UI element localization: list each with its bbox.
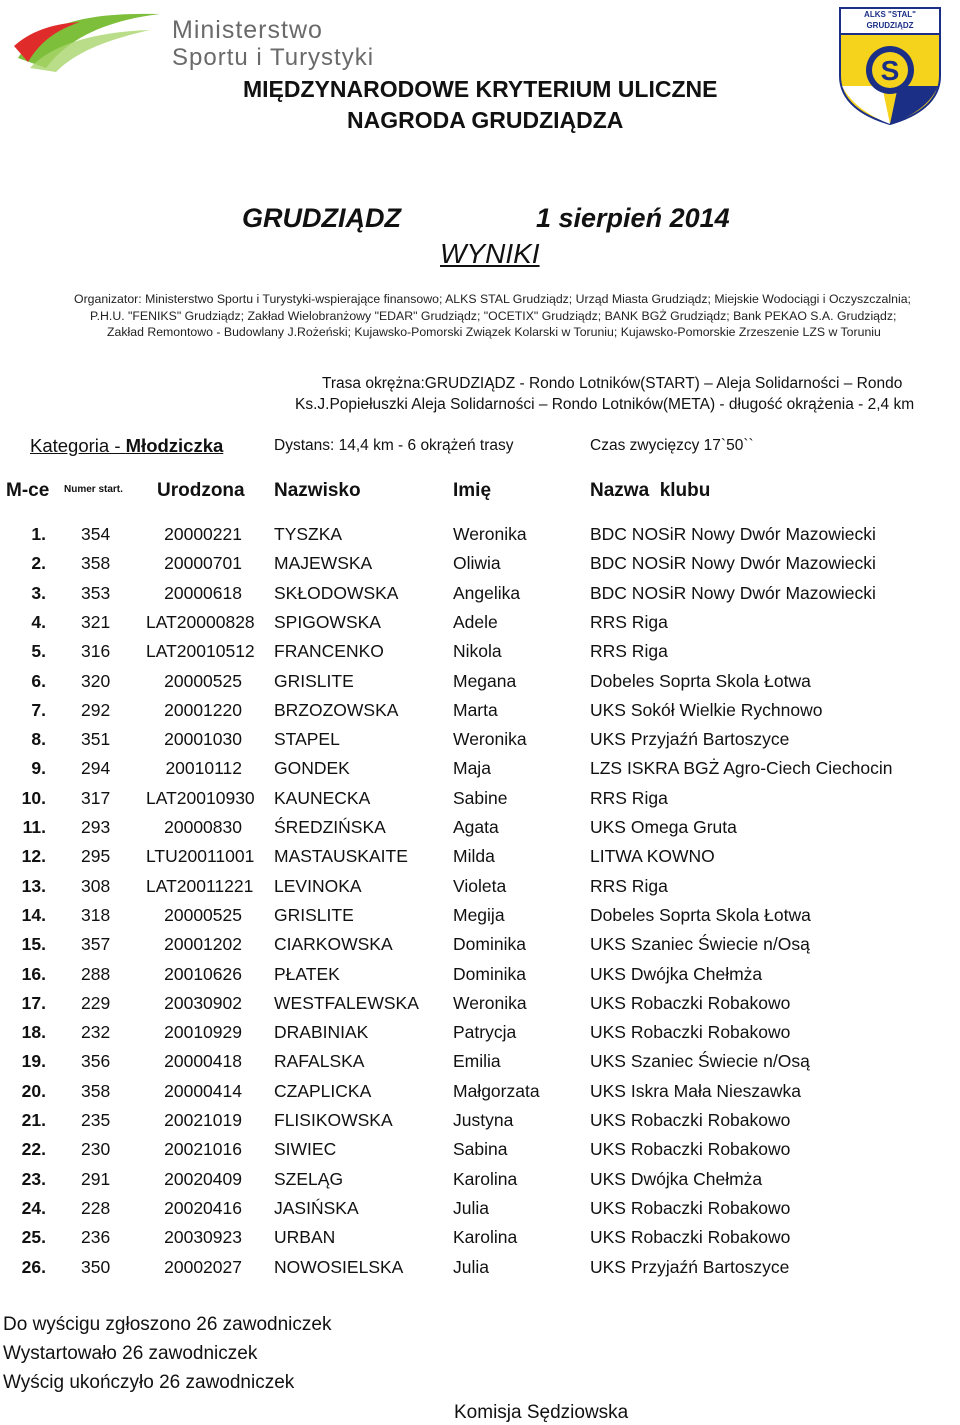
- result-first-name: Oliwia: [453, 553, 501, 574]
- result-last-name: WESTFALEWSKA: [274, 992, 419, 1013]
- result-number: 236: [81, 1227, 111, 1248]
- result-born: 20000418: [164, 1051, 242, 1072]
- result-club: UKS Robaczki Robakowo: [590, 992, 791, 1013]
- result-club: Dobeles Soprta Skola Łotwa: [590, 670, 811, 691]
- result-number: 235: [81, 1110, 111, 1130]
- result-last-name: SKŁODOWSKA: [274, 582, 399, 603]
- result-first-name: Marta: [453, 699, 498, 720]
- table-row: [0, 905, 960, 934]
- result-last-name: STAPEL: [274, 729, 340, 750]
- result-number: 357: [81, 934, 111, 955]
- result-born: 20000830: [164, 817, 242, 837]
- result-born: 20000221: [164, 524, 242, 544]
- event-title-line1: MIĘDZYNARODOWE KRYTERIUM ULICZNE: [243, 76, 718, 102]
- result-last-name: MAJEWSKA: [274, 553, 373, 574]
- result-club: RRS Riga: [590, 787, 668, 808]
- result-number: 358: [81, 553, 111, 574]
- result-place: 2.: [31, 553, 46, 574]
- result-number: 350: [81, 1256, 111, 1277]
- result-first-name: Megija: [453, 904, 505, 925]
- result-born: 20030902: [164, 992, 242, 1013]
- result-last-name: FRANCENKO: [274, 641, 384, 662]
- result-club: UKS Robaczki Robakowo: [590, 1227, 791, 1248]
- finished-count: Wyścig ukończyło 26 zawodniczek: [3, 1372, 295, 1393]
- event-date: 1 sierpień 2014: [536, 203, 730, 233]
- registered-count: Do wyścigu zgłoszono 26 zawodniczek: [3, 1314, 332, 1335]
- column-header-first-name: Imię: [453, 480, 492, 501]
- result-first-name: Sabine: [453, 787, 508, 808]
- result-number: 308: [81, 875, 111, 896]
- started-count: Wystartowało 26 zawodniczek: [3, 1343, 258, 1364]
- result-club: BDC NOSiR Nowy Dwór Mazowiecki: [590, 524, 876, 544]
- column-header-number: Numer start.: [64, 484, 123, 495]
- route-line1: Trasa okrężna:GRUDZIĄDZ - Rondo Lotników(START) – Aleja Solidarności – Rondo: [322, 375, 903, 392]
- organizer-line3: Zakład Remontowo - Budowlany J.Rożeński; Kujawsko-Pomorski Związek Kolarski w Toruniu; Kujawsko-Pomorskie Zrzeszenie LZS w Toruniu: [107, 325, 881, 339]
- result-club: Dobeles Soprta Skola Łotwa: [590, 904, 811, 925]
- event-title-line2: NAGRODA GRUDZIĄDZA: [347, 107, 624, 133]
- result-first-name: Dominika: [453, 934, 526, 955]
- result-born: LAT20010930: [146, 787, 255, 808]
- ministry-swoosh-icon: [10, 6, 170, 76]
- race-distance: Dystans: 14,4 km - 6 okrążeń trasy: [274, 437, 514, 454]
- result-place: 17.: [21, 992, 46, 1013]
- table-row: [0, 553, 960, 582]
- result-place: 25.: [21, 1227, 46, 1248]
- category-prefix: Kategoria -: [30, 435, 126, 456]
- ministry-logo: [10, 6, 375, 76]
- result-last-name: MASTAUSKAITE: [274, 846, 408, 867]
- result-number: 293: [81, 817, 111, 837]
- result-club: RRS Riga: [590, 641, 668, 662]
- result-first-name: Justyna: [453, 1110, 514, 1130]
- club-crest: [838, 6, 942, 126]
- result-born: 20020416: [164, 1197, 242, 1218]
- category-label: [30, 435, 223, 457]
- table-row: [0, 524, 960, 553]
- result-first-name: Angelika: [453, 582, 521, 603]
- result-number: 356: [81, 1051, 111, 1072]
- result-place: 6.: [31, 670, 46, 691]
- result-first-name: Milda: [453, 846, 495, 867]
- result-first-name: Adele: [453, 611, 498, 632]
- result-born: 20000525: [164, 904, 242, 925]
- result-place: 7.: [31, 699, 46, 720]
- table-row: [0, 1110, 960, 1139]
- result-born: LAT20010512: [146, 641, 255, 662]
- result-born: 20001202: [164, 934, 242, 955]
- result-first-name: Karolina: [453, 1227, 518, 1248]
- club-name-line2: GRUDZIĄDZ: [866, 21, 914, 30]
- table-row: [0, 1169, 960, 1198]
- result-number: 291: [81, 1168, 111, 1189]
- table-row: [0, 758, 960, 787]
- table-row: [0, 1081, 960, 1110]
- result-place: 24.: [21, 1197, 46, 1218]
- table-row: [0, 1257, 960, 1286]
- result-first-name: Julia: [453, 1256, 489, 1277]
- result-born: 20001220: [164, 699, 242, 720]
- result-last-name: SZELĄG: [274, 1168, 344, 1189]
- table-row: [0, 876, 960, 905]
- result-place: 21.: [21, 1110, 46, 1130]
- result-place: 5.: [31, 641, 46, 662]
- club-name-line1: ALKS "STAL": [864, 10, 916, 19]
- column-header-born: Urodzona: [157, 480, 245, 501]
- result-last-name: TYSZKA: [274, 524, 343, 544]
- result-last-name: FLISIKOWSKA: [274, 1110, 393, 1130]
- table-row: [0, 964, 960, 993]
- result-first-name: Emilia: [453, 1051, 501, 1072]
- result-last-name: CZAPLICKA: [274, 1080, 372, 1101]
- result-place: 4.: [31, 611, 46, 632]
- result-club: LITWA KOWNO: [590, 846, 715, 867]
- result-first-name: Megana: [453, 670, 517, 691]
- result-club: RRS Riga: [590, 611, 668, 632]
- result-club: UKS Szaniec Świecie n/Osą: [590, 1051, 810, 1072]
- ministry-name-line1: Ministerstwo: [172, 16, 323, 44]
- result-born: 20002027: [164, 1256, 242, 1277]
- result-first-name: Agata: [453, 817, 499, 837]
- table-row: [0, 612, 960, 641]
- result-last-name: NOWOSIELSKA: [274, 1256, 404, 1277]
- result-club: UKS Dwójka Chełmża: [590, 963, 763, 984]
- club-letter: S: [880, 55, 900, 86]
- result-last-name: BRZOZOWSKA: [274, 699, 399, 720]
- result-born: LAT20011221: [146, 875, 254, 896]
- result-born: 20010626: [164, 963, 242, 984]
- result-club: UKS Robaczki Robakowo: [590, 1139, 791, 1160]
- result-last-name: SPIGOWSKA: [274, 611, 381, 632]
- result-first-name: Małgorzata: [453, 1080, 540, 1101]
- result-place: 15.: [21, 934, 46, 955]
- table-row: [0, 846, 960, 875]
- result-number: 295: [81, 846, 111, 867]
- table-row: [0, 729, 960, 758]
- table-row: [0, 817, 960, 846]
- category-name: Młodziczka: [125, 435, 224, 456]
- result-born: 20030923: [164, 1227, 242, 1248]
- table-row: [0, 1198, 960, 1227]
- table-row: [0, 583, 960, 612]
- result-place: 19.: [21, 1051, 46, 1072]
- result-born: 20000414: [164, 1080, 242, 1101]
- result-last-name: KAUNECKA: [274, 787, 371, 808]
- result-born: 20000618: [164, 582, 242, 603]
- result-born: 20000525: [164, 670, 242, 691]
- result-born: 20000701: [164, 553, 242, 574]
- result-number: 292: [81, 699, 111, 720]
- result-last-name: DRABINIAK: [274, 1022, 369, 1043]
- result-number: 228: [81, 1197, 111, 1218]
- result-first-name: Maja: [453, 758, 491, 779]
- result-place: 3.: [31, 582, 46, 603]
- result-place: 22.: [21, 1139, 46, 1160]
- result-last-name: GRISLITE: [274, 670, 354, 691]
- result-place: 16.: [21, 963, 46, 984]
- result-place: 1.: [31, 524, 46, 544]
- column-header-last-name: Nazwisko: [274, 480, 361, 501]
- result-last-name: ŚREDZIŃSKA: [274, 817, 386, 837]
- result-number: 358: [81, 1080, 111, 1101]
- result-last-name: PŁATEK: [274, 963, 340, 984]
- result-number: 288: [81, 963, 111, 984]
- result-born: 20010112: [165, 758, 242, 779]
- result-number: 320: [81, 670, 111, 691]
- result-place: 26.: [21, 1256, 46, 1277]
- result-club: UKS Robaczki Robakowo: [590, 1110, 791, 1130]
- result-club: UKS Przyjaźń Bartoszyce: [590, 1256, 790, 1277]
- result-born: 20010929: [164, 1022, 242, 1043]
- result-number: 294: [81, 758, 111, 779]
- result-last-name: SIWIEC: [274, 1139, 337, 1160]
- result-first-name: Patrycja: [453, 1022, 517, 1043]
- table-row: [0, 641, 960, 670]
- result-place: 14.: [21, 904, 46, 925]
- result-born: LTU20011001: [146, 846, 255, 867]
- result-club: UKS Robaczki Robakowo: [590, 1022, 791, 1043]
- organizer-line2: P.H.U. "FENIKS" Grudziądz; Zakład Wielobranżowy "EDAR" Grudziądz; "OCETIX" Grudziądz; BANK BGŻ Grudziądz; Bank PEKAO S.A. Grudziądz;: [90, 309, 897, 323]
- ministry-name-line2: Sportu i Turystyki: [172, 44, 375, 71]
- result-first-name: Weronika: [453, 729, 527, 750]
- result-club: RRS Riga: [590, 875, 668, 896]
- result-club: BDC NOSiR Nowy Dwór Mazowiecki: [590, 582, 876, 603]
- result-number: 316: [81, 641, 111, 662]
- result-last-name: GONDEK: [274, 758, 350, 779]
- result-last-name: URBAN: [274, 1227, 336, 1248]
- result-place: 13.: [21, 875, 46, 896]
- result-born: 20021019: [164, 1110, 242, 1130]
- result-club: UKS Przyjaźń Bartoszyce: [590, 729, 790, 750]
- result-club: UKS Omega Gruta: [590, 817, 737, 837]
- result-number: 351: [81, 729, 111, 750]
- result-place: 8.: [31, 729, 46, 750]
- result-last-name: RAFALSKA: [274, 1051, 365, 1072]
- column-header-club: Nazwa klubu: [590, 480, 711, 501]
- result-first-name: Dominika: [453, 963, 526, 984]
- event-city: GRUDZIĄDZ: [242, 203, 401, 233]
- result-place: 9.: [31, 758, 46, 779]
- route-line2: Ks.J.Popiełuszki Aleja Solidarności – Rondo Lotników(META) - długość okrążenia - 2,4 km: [295, 396, 915, 413]
- result-club: LZS ISKRA BGŻ Agro-Ciech Ciechocin: [590, 758, 893, 779]
- result-number: 229: [81, 992, 111, 1013]
- organizer-line1: Organizator: Ministerstwo Sportu i Turystyki-wspierające finansowo; ALKS STAL Grudziądz; Urząd Miasta Grudziądz; Miejskie Wodociągi i Oczyszczalnia;: [74, 292, 911, 306]
- result-place: 10.: [21, 787, 46, 808]
- result-number: 318: [81, 904, 111, 925]
- result-number: 354: [81, 524, 111, 544]
- result-club: UKS Iskra Mała Nieszawka: [590, 1080, 802, 1101]
- result-last-name: LEVINOKA: [274, 875, 362, 896]
- result-last-name: JASIŃSKA: [274, 1197, 359, 1218]
- result-first-name: Weronika: [453, 524, 527, 544]
- result-last-name: GRISLITE: [274, 904, 354, 925]
- table-row: [0, 671, 960, 700]
- result-last-name: CIARKOWSKA: [274, 934, 393, 955]
- result-number: 230: [81, 1139, 111, 1160]
- result-first-name: Weronika: [453, 992, 527, 1013]
- result-born: LAT20000828: [146, 611, 255, 632]
- result-club: UKS Robaczki Robakowo: [590, 1197, 791, 1218]
- result-place: 20.: [21, 1080, 46, 1101]
- result-number: 232: [81, 1022, 111, 1043]
- result-place: 23.: [21, 1168, 46, 1189]
- table-row: [0, 700, 960, 729]
- result-born: 20020409: [164, 1168, 242, 1189]
- result-number: 317: [81, 787, 111, 808]
- result-place: 11.: [22, 817, 46, 837]
- result-place: 18.: [21, 1022, 46, 1043]
- result-first-name: Julia: [453, 1197, 489, 1218]
- result-first-name: Nikola: [453, 641, 502, 662]
- result-number: 321: [81, 611, 111, 632]
- result-born: 20001030: [164, 729, 242, 750]
- result-first-name: Sabina: [453, 1139, 508, 1160]
- table-row: [0, 1022, 960, 1051]
- result-first-name: Violeta: [453, 875, 507, 896]
- results-heading: WYNIKI: [440, 238, 540, 269]
- table-row: [0, 1051, 960, 1080]
- result-place: 12.: [21, 846, 46, 867]
- result-first-name: Karolina: [453, 1168, 518, 1189]
- table-row: [0, 788, 960, 817]
- result-club: BDC NOSiR Nowy Dwór Mazowiecki: [590, 553, 876, 574]
- table-row: [0, 993, 960, 1022]
- table-row: [0, 1139, 960, 1168]
- result-club: UKS Dwójka Chełmża: [590, 1168, 763, 1189]
- table-row: [0, 934, 960, 963]
- result-born: 20021016: [164, 1139, 242, 1160]
- table-row: [0, 1227, 960, 1256]
- result-club: UKS Szaniec Świecie n/Osą: [590, 934, 810, 955]
- jury-signature: Komisja Sędziowska: [454, 1402, 629, 1423]
- result-number: 353: [81, 582, 111, 603]
- column-header-place: M-ce: [6, 480, 50, 501]
- winner-time: Czas zwycięzcy 17`50``: [590, 437, 754, 454]
- result-club: UKS Sokół Wielkie Rychnowo: [590, 699, 823, 720]
